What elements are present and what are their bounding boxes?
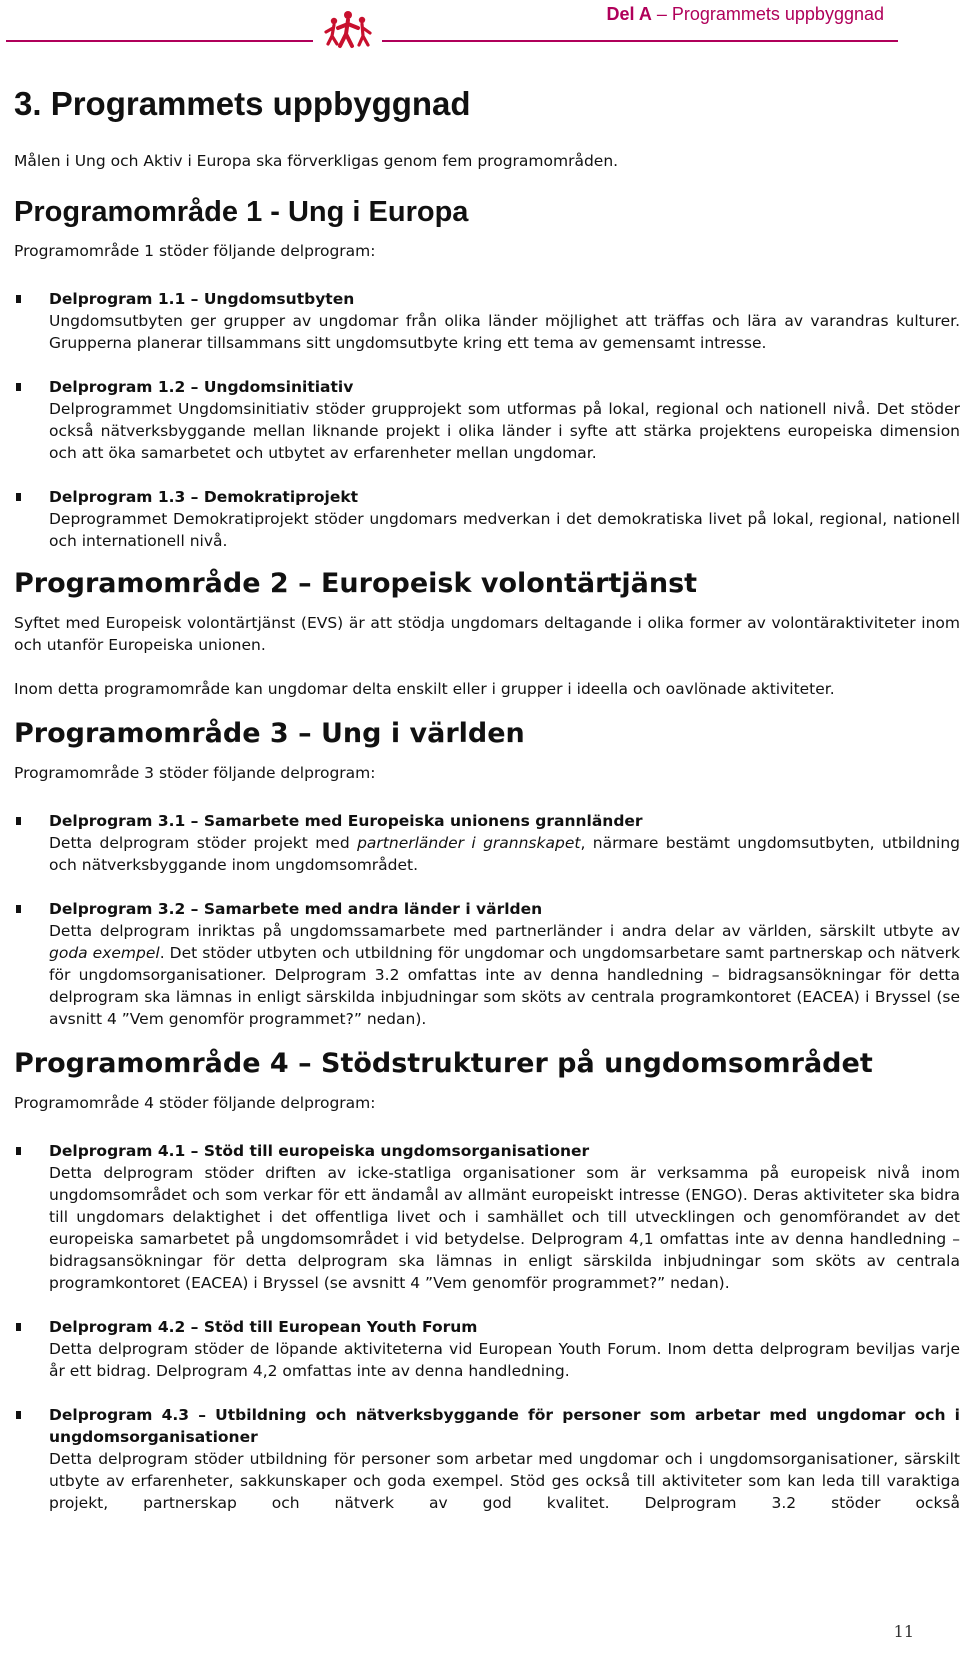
item-text-part: . Det stöder utbyten och utbildning för ungdomar och ungdomsarbetare samt partnerskap och nätverk för ungdomsorganisationer. Delprogram 3.2 omfattas inte av denna handledning – bidragsansökningar för detta delprogram ska lämnas in enligt särskilda inbjudningar som sköts av centrala programkontoret (EACEA) i Bryssel (se avsnitt 4 ”Vem genomför programmet?” nedan). (49, 944, 960, 1028)
item-text-italic: partnerländer i grannskapet (357, 834, 581, 852)
running-header (607, 4, 884, 25)
bullet-icon (16, 1147, 21, 1155)
section-paragraph: Inom detta programområde kan ungdomar delta enskilt eller i grupper i ideella och oavlönade aktiviteter. (14, 680, 835, 698)
item-text-italic: goda exempel (49, 944, 160, 962)
bullet-icon (16, 1323, 21, 1331)
section-heading: Programområde 4 – Stödstrukturer på ungdomsområdet (14, 1048, 873, 1079)
item-title: Delprogram 1.2 – Ungdomsinitiativ (49, 378, 354, 396)
item-title: Delprogram 4.3 – Utbildning och nätverksbyggande för personer som arbetar med ungdomar och i ungdomsorganisationer (49, 1406, 960, 1446)
item-text: Detta delprogram stöder de löpande aktiviteterna vid European Youth Forum. Inom detta delprogram beviljas varje år ett bidrag. Delprogram 4,2 omfattas inte av denna handledning. (49, 1340, 960, 1380)
section-intro: Programområde 4 stöder följande delprogram: (14, 1094, 376, 1112)
youth-figures-logo (318, 6, 378, 52)
page-title: 3. Programmets uppbyggnad (14, 85, 471, 122)
item-text-part: , närmare bestämt ungdomsutbyten, utbildning och nätverksbyggande inom ungdomsområdet. (49, 834, 960, 874)
item-text (49, 920, 960, 1030)
section-intro: Programområde 1 stöder följande delprogram: (14, 242, 376, 260)
header-separator: – (651, 4, 672, 24)
bullet-icon (16, 817, 21, 825)
header-rule-left (6, 40, 313, 42)
item-text: Ungdomsutbyten ger grupper av ungdomar från olika länder möjlighet att träffas och lära av varandras kulturer. Grupperna planerar tillsammans sitt ungdomsutbyte kring ett tema av gemensamt intresse. (49, 312, 960, 352)
item-text: Deprogrammet Demokratiprojekt stöder ungdomars medverkan i det demokratiska livet på lokal, regional, nationell och internationell nivå. (49, 510, 960, 550)
section-programomrade-2 (14, 566, 960, 700)
bullet-icon (16, 295, 21, 303)
list-item (14, 1316, 960, 1382)
list-item (14, 1404, 960, 1514)
section-heading: Programområde 2 – Europeisk volontärtjänst (14, 568, 698, 599)
item-title: Delprogram 4.1 – Stöd till europeiska ungdomsorganisationer (49, 1142, 590, 1160)
subprogram-list (14, 810, 960, 1030)
list-item (14, 810, 960, 876)
header-rule-right (382, 40, 898, 42)
header-title: Programmets uppbyggnad (671, 4, 884, 24)
item-text (49, 832, 960, 876)
list-item (14, 486, 960, 552)
item-title: Delprogram 4.2 – Stöd till European Youth Forum (49, 1318, 478, 1336)
page-number: 11 (893, 1622, 914, 1641)
item-title: Delprogram 3.1 – Samarbete med Europeiska unionens grannländer (49, 812, 643, 830)
item-title: Delprogram 1.3 – Demokratiprojekt (49, 488, 359, 506)
section-intro: Programområde 3 stöder följande delprogram: (14, 764, 376, 782)
subprogram-list (14, 1140, 960, 1514)
subprogram-list (14, 288, 960, 552)
list-item (14, 376, 960, 464)
section-programomrade-3 (14, 716, 960, 1030)
item-text-part: Detta delprogram inriktas på ungdomssamarbete med partnerländer i andra delar av världen, särskilt utbyte av (49, 922, 960, 940)
section-programomrade-4 (14, 1046, 960, 1514)
item-text: Delprogrammet Ungdomsinitiativ stöder grupprojekt som utformas på lokal, regional och nationell nivå. Det stöder också nätverksbyggande mellan liknande projekt i olika länder i syfte att stärka projektens europeiska dimension och att öka samarbetet och utbytet av erfarenheter mellan ungdomar. (49, 400, 960, 462)
bullet-icon (16, 383, 21, 391)
page-content (14, 84, 960, 1536)
item-text: Detta delprogram stöder driften av icke-statliga organisationer som är verksamma på europeisk nivå inom ungdomsområdet och som verkar för ett ändamål av allmänt europeiskt intresse (ENGO). Deras aktiviteter ska bidra till ungdomars delaktighet i det offentliga livet och i samhället och till utvecklingen och genomförandet av det europeiska samarbetet på ungdomsområdet i vid betydelse. Delprogram 4,1 omfattas inte av denna handledning – bidragsansökningar för detta delprogram ska lämnas in enligt särskilda inbjudningar som sköts av centrala programkontoret (EACEA) i Bryssel (se avsnitt 4 ”Vem genomför programmet?” nedan). (49, 1164, 960, 1292)
section-paragraph: Syftet med Europeisk volontärtjänst (EVS) är att stödja ungdomars deltagande i olika former av volontäraktiviteter inom och utanför Europeiska unionen. (14, 614, 960, 654)
item-text-part: Detta delprogram stöder projekt med (49, 834, 358, 852)
page-header (0, 0, 960, 50)
bullet-icon (16, 493, 21, 501)
section-heading: Programområde 1 - Ung i Europa (14, 196, 469, 228)
section-heading: Programområde 3 – Ung i världen (14, 718, 525, 749)
list-item (14, 898, 960, 1030)
item-title: Delprogram 3.2 – Samarbete med andra länder i världen (49, 900, 543, 918)
item-text: Detta delprogram stöder utbildning för personer som arbetar med ungdomar och i ungdomsorganisationer, särskilt utbyte av erfarenheter, sakkunskaper och goda exempel. Stöd ges också till aktiviteter som kan leda till varaktiga projekt, partnerskap och nätverk av god kvalitet. Delprogram 3.2 stöder också (49, 1450, 960, 1512)
bullet-icon (16, 1411, 21, 1419)
item-title: Delprogram 1.1 – Ungdomsutbyten (49, 290, 355, 308)
header-part: Del A (606, 4, 652, 24)
list-item (14, 1140, 960, 1294)
intro-text: Målen i Ung och Aktiv i Europa ska förverkligas genom fem programområden. (14, 152, 619, 170)
bullet-icon (16, 905, 21, 913)
section-programomrade-1 (14, 194, 960, 552)
list-item (14, 288, 960, 354)
